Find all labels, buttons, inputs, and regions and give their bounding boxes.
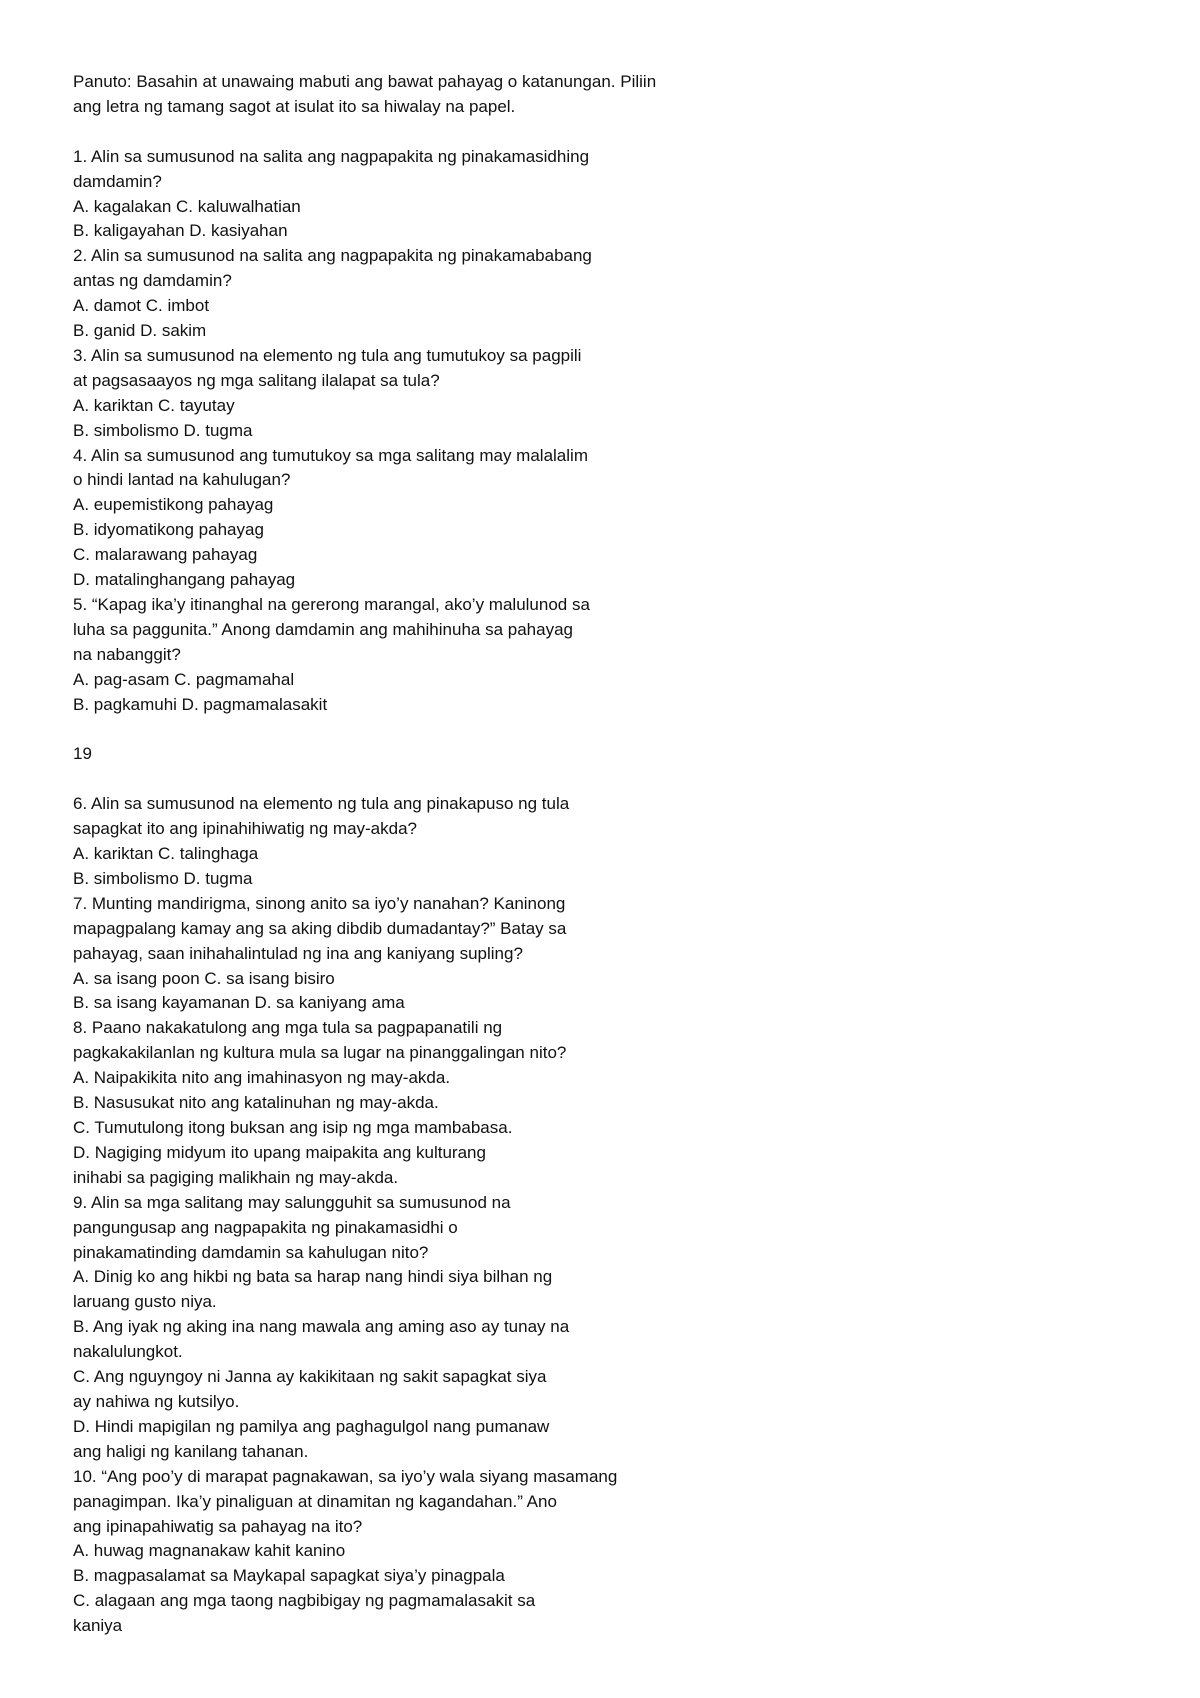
- spacer: [73, 767, 1153, 792]
- q2-line: 2. Alin sa sumusunod na salita ang nagpapakita ng pinakamababang: [73, 246, 592, 266]
- q3-line: at pagsasaayos ng mga salitang ilalapat sa tula?: [73, 370, 440, 390]
- q7-line: pahayag, saan inihahalintulad ng ina ang kaniyang supling?: [73, 943, 523, 963]
- q8-choice-line: C. Tumutulong itong buksan ang isip ng mga mambabasa.: [73, 1118, 513, 1138]
- q5-choice-line: B. pagkamuhi D. pagmamalasakit: [73, 694, 328, 714]
- q4-line: o hindi lantad na kahulugan?: [73, 470, 291, 490]
- q5-line: na nabanggit?: [73, 644, 181, 664]
- q3-choice-line: A. kariktan C. tayutay: [73, 395, 235, 415]
- q4-line: 4. Alin sa sumusunod ang tumutukoy sa mga salitang may malalalim: [73, 445, 588, 465]
- spacer: [73, 718, 1153, 743]
- q10-choice-line: B. magpasalamat sa Maykapal sapagkat siya’y pinagpala: [73, 1566, 505, 1586]
- q8-choice-line: A. Naipakikita nito ang imahinasyon ng may-akda.: [73, 1068, 451, 1088]
- q10-line: ang ipinapahiwatig sa pahayag na ito?: [73, 1516, 363, 1536]
- q3-line: 3. Alin sa sumusunod na elemento ng tula ang tumutukoy sa pagpili: [73, 345, 582, 365]
- q1-choice-line: A. kagalakan C. kaluwalhatian: [73, 196, 301, 216]
- q1-line: damdamin?: [73, 171, 162, 191]
- q7-line: 7. Munting mandirigma, sinong anito sa iyo’y nanahan? Kaninong: [73, 893, 566, 913]
- instructions: [73, 70, 1153, 120]
- q5-choice-line: A. pag-asam C. pagmamahal: [73, 669, 295, 689]
- q9-choice-line: B. Ang iyak ng aking ina nang mawala ang aming aso ay tunay na: [73, 1317, 570, 1337]
- q1-choice-line: B. kaligayahan D. kasiyahan: [73, 221, 288, 241]
- q8-choice-line: B. Nasusukat nito ang katalinuhan ng may-akda.: [73, 1093, 439, 1113]
- q10-line: panagimpan. Ika’y pinaliguan at dinamitan ng kagandahan.” Ano: [73, 1491, 557, 1511]
- q9-choice-line: laruang gusto niya.: [73, 1292, 217, 1312]
- q9-line: 9. Alin sa mga salitang may salungguhit sa sumusunod na: [73, 1192, 511, 1212]
- q7-choice-line: B. sa isang kayamanan D. sa kaniyang ama: [73, 993, 405, 1013]
- q10-line: 10. “Ang poo’y di marapat pagnakawan, sa iyo’y wala siyang masamang: [73, 1466, 618, 1486]
- question-section-2: [73, 792, 1153, 1639]
- q9-choice-line: A. Dinig ko ang hikbi ng bata sa harap nang hindi siya bilhan ng: [73, 1267, 553, 1287]
- q2-choice-line: A. damot C. imbot: [73, 296, 210, 316]
- q5-line: 5. “Kapag ika’y itinanghal na gererong marangal, ako’y malulunod sa: [73, 595, 590, 615]
- q7-line: mapagpalang kamay ang sa aking dibdib dumadantay?” Batay sa: [73, 918, 567, 938]
- q10-choice-line: A. huwag magnanakaw kahit kanino: [73, 1541, 346, 1561]
- q6-choice-line: B. simbolismo D. tugma: [73, 868, 253, 888]
- instruction-line: ang letra ng tamang sagot at isulat ito sa hiwalay na papel.: [73, 96, 516, 116]
- q4-choice-line: D. matalinghangang pahayag: [73, 570, 296, 590]
- spacer: [73, 120, 1153, 145]
- q9-line: pangungusap ang nagpapakita ng pinakamasidhi o: [73, 1217, 458, 1237]
- q6-choice-line: A. kariktan C. talinghaga: [73, 844, 259, 864]
- q9-choice-line: nakalulungkot.: [73, 1342, 183, 1362]
- q4-choice-line: A. eupemistikong pahayag: [73, 495, 274, 515]
- q3-choice-line: B. simbolismo D. tugma: [73, 420, 253, 440]
- q10-choice-line: C. alagaan ang mga taong nagbibigay ng pagmamalasakit sa: [73, 1591, 536, 1611]
- q9-line: pinakamatinding damdamin sa kahulugan nito?: [73, 1242, 429, 1262]
- q4-choice-line: B. idyomatikong pahayag: [73, 520, 264, 540]
- q7-choice-line: A. sa isang poon C. sa isang bisiro: [73, 968, 335, 988]
- question-section-1: [73, 145, 1153, 718]
- q8-line: 8. Paano nakakatulong ang mga tula sa pagpapanatili ng: [73, 1018, 503, 1038]
- page-number: 19: [73, 744, 92, 764]
- document-page: [73, 70, 1153, 1639]
- q9-choice-line: ang haligi ng kanilang tahanan.: [73, 1441, 309, 1461]
- q9-choice-line: C. Ang nguyngoy ni Janna ay kakikitaan ng sakit sapagkat siya: [73, 1367, 547, 1387]
- q10-choice-line: kaniya: [73, 1616, 123, 1636]
- q4-choice-line: C. malarawang pahayag: [73, 545, 258, 565]
- instruction-line: Panuto: Basahin at unawaing mabuti ang bawat pahayag o katanungan. Piliin: [73, 72, 657, 91]
- q8-choice-line: D. Nagiging midyum ito upang maipakita ang kulturang: [73, 1142, 486, 1162]
- q2-line: antas ng damdamin?: [73, 271, 232, 291]
- q6-line: sapagkat ito ang ipinahihiwatig ng may-akda?: [73, 819, 418, 839]
- q2-choice-line: B. ganid D. sakim: [73, 321, 207, 341]
- q8-choice-line: inihabi sa pagiging malikhain ng may-akda.: [73, 1167, 399, 1187]
- q9-choice-line: ay nahiwa ng kutsilyo.: [73, 1391, 240, 1411]
- q6-line: 6. Alin sa sumusunod na elemento ng tula ang pinakapuso ng tula: [73, 794, 570, 814]
- q9-choice-line: D. Hindi mapigilan ng pamilya ang paghagulgol nang pumanaw: [73, 1416, 550, 1436]
- q8-line: pagkakakilanlan ng kultura mula sa lugar na pinanggalingan nito?: [73, 1043, 567, 1063]
- q1-line: 1. Alin sa sumusunod na salita ang nagpapakita ng pinakamasidhing: [73, 146, 590, 166]
- q5-line: luha sa paggunita.” Anong damdamin ang mahihinuha sa pahayag: [73, 619, 573, 639]
